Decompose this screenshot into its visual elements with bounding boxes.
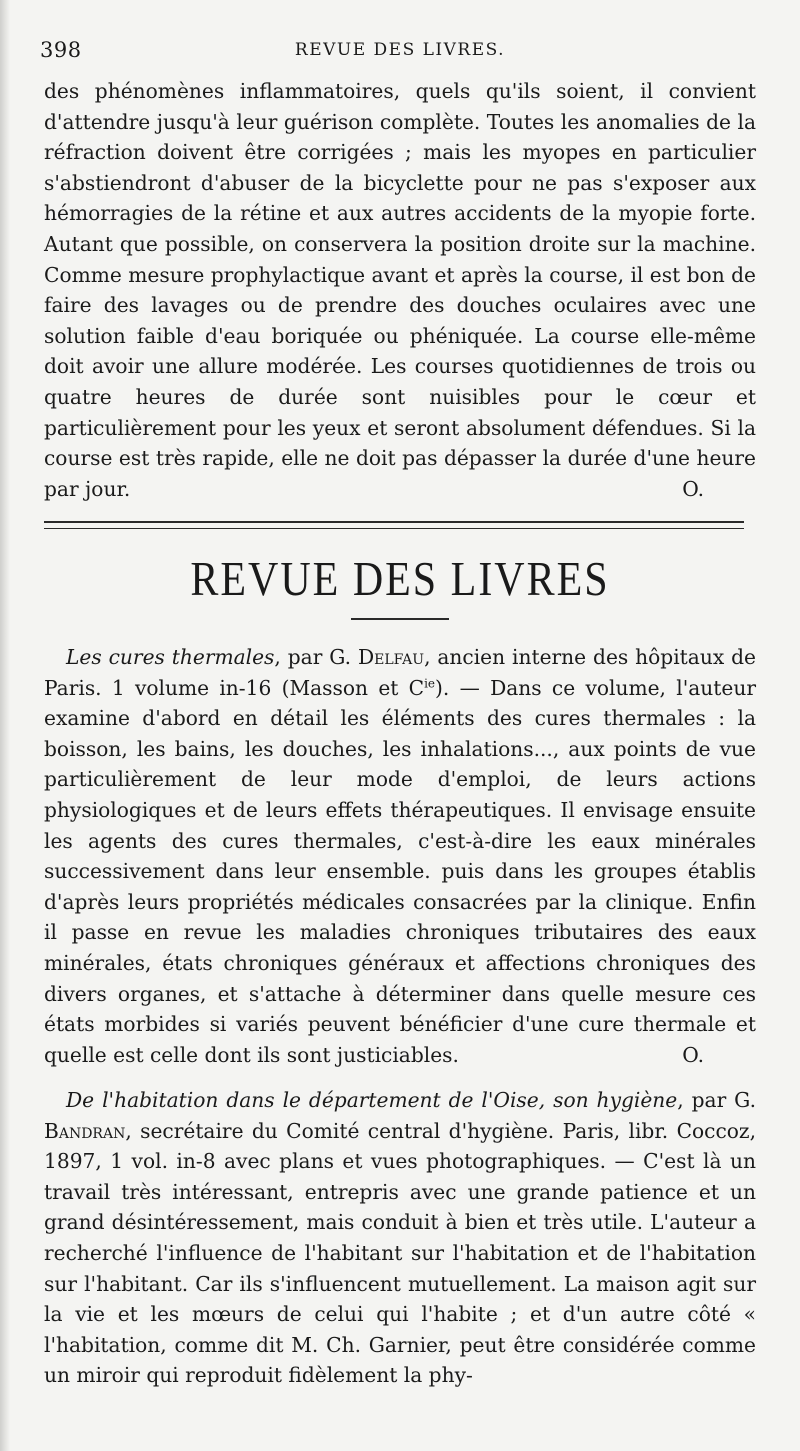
author-initial: G.: [734, 1088, 756, 1112]
previous-article-ending: [44, 76, 756, 504]
book-title: De l'habitation dans le département de l'Oise, son hygiène: [66, 1088, 678, 1112]
author-name: Bandran: [44, 1118, 126, 1143]
review-text: ). — Dans ce volume, l'auteur examine d'abord en détail les éléments des cures thermales : la boisson, les bains, les douches, les inhalations..., aux points de vue particulièrement de leur mode d'emploi, de leurs actions physiologiques et de leurs effets thérapeutiques. Il envisage ensuite les agents des cures thermales, c'est-à-dire les eaux minérales successivement dans leur ensemble. puis dans les groupes établis d'après leurs propriétés médicales consacrées par la clinique. Enfin il passe en revue les maladies chroniques tributaires des eaux minérales, états chroniques généraux et affections chroniques des divers organes, et s'attache à déterminer dans quelle mesure ces états morbides si variés peuvent bénéficier d'une cure thermale et quelle est celle dont ils sont justiciables.: [44, 675, 756, 1067]
section-title: REVUE DES LIVRES: [190, 553, 610, 607]
paragraph-text: des phénomènes inflammatoires, quels qu'ils soient, il convient d'attendre jusqu'à leur guérison complète. Toutes les anomalies de la réfraction doivent être corrigées ; mais les myopes en particulier s'abstiendront d'abuser de la bicyclette pour ne pas s'exposer aux hémorragies de la rétine et aux autres accidents de la myopie forte. Autant que possible, on conservera la position droite sur la machine. Comme mesure prophylactique avant et après la course, il est bon de faire des lavages ou de prendre des douches oculaires avec une solution faible d'eau boriquée ou phéniquée. La course elle-même doit avoir une allure modérée. Les courses quotidiennes de trois ou quatre heures de durée sont nuisibles pour le cœur et particulièrement pour les yeux et seront absolument défendues. Si la course est très rapide, elle ne doit pas dépasser la durée d'une heure par jour.: [44, 79, 756, 501]
title-underline: [351, 618, 449, 620]
superscript: ie: [424, 675, 436, 690]
page-header: [40, 38, 760, 66]
book-title: Les cures thermales: [66, 645, 275, 669]
publication-details: , ancien interne des hôpitaux de Paris. 1 volume in-16 (Masson et C: [44, 645, 756, 700]
review-text: , secrétaire du Comité central d'hygiène. Paris, libr. Coccoz, 1897, 1 vol. in-8 avec plans et vues photographiques. — C'est là un travail très intéressant, entrepris avec une grande patience et un grand désintéressement, mais conduit à bien et très utile. L'auteur a recherché l'influence de l'habitant sur l'habitation et de l'habitation sur l'habitant. Car ils s'influencent mutuellement. La maison agit sur la vie et les mœurs de celui qui l'habite ; et d'un autre côté « l'habitation, comme dit M. Ch. Garnier, peut être considérée comme un miroir qui reproduit fidèlement la phy-: [44, 1118, 756, 1388]
author-signature: O.: [682, 476, 704, 501]
running-title: REVUE DES LIVRES.: [294, 40, 506, 60]
page-edge-shadow: [0, 0, 10, 1451]
author-name: Delfau: [357, 645, 425, 669]
author-initial: G.: [329, 645, 358, 669]
review-signature: O.: [682, 1042, 704, 1067]
book-review: Les cures thermales, par G. Delfau, ancien interne des hôpitaux de Paris. 1 volume in-16 (Masson et $C^{ie}$). — Dans ce volume, l'auteur examine d'abord en détail les éléments des cures thermales : la boisson, les bains, les douches, les inhalations..., aux points de vue particulièrement de leur mode d'emploi, de leurs actions physiologiques et de leurs effets thérapeutiques. Il envisage ensuite les agents des cures thermales, c'est-à-dire les eaux minérales successivement dans leur ensemble. puis dans les groupes établis d'après leurs propriétés médicales consacrées par la clinique. Enfin il passe en revue les maladies chroniques tributaires des eaux minérales, états chroniques généraux et affections chroniques des divers organes, et s'attache à déterminer dans quelle mesure ces états morbides si variés peuvent bénéficier d'une cure thermale et quelle est celle dont ils sont justiciables. O.: [44, 642, 756, 1070]
book-review: De l'habitation dans le département de l'Oise, son hygiène, par G. Bandran, secrétaire du Comité central d'hygiène. Paris, libr. Coccoz, 1897, 1 vol. in-8 avec plans et vues photographiques. — C'est là un travail très intéressant, entrepris avec une grande patience et un grand désintéressement, mais conduit à bien et très utile. L'auteur a recherché l'influence de l'habitant sur l'habitation et de l'habitation sur l'habitant. Car ils s'influencent mutuellement. La maison agit sur la vie et les mœurs de celui qui l'habite ; et d'un autre côté « l'habitation, comme dit M. Ch. Garnier, peut être considérée comme un miroir qui reproduit fidèlement la phy-: [44, 1088, 756, 1388]
page-number: 398: [40, 38, 82, 62]
